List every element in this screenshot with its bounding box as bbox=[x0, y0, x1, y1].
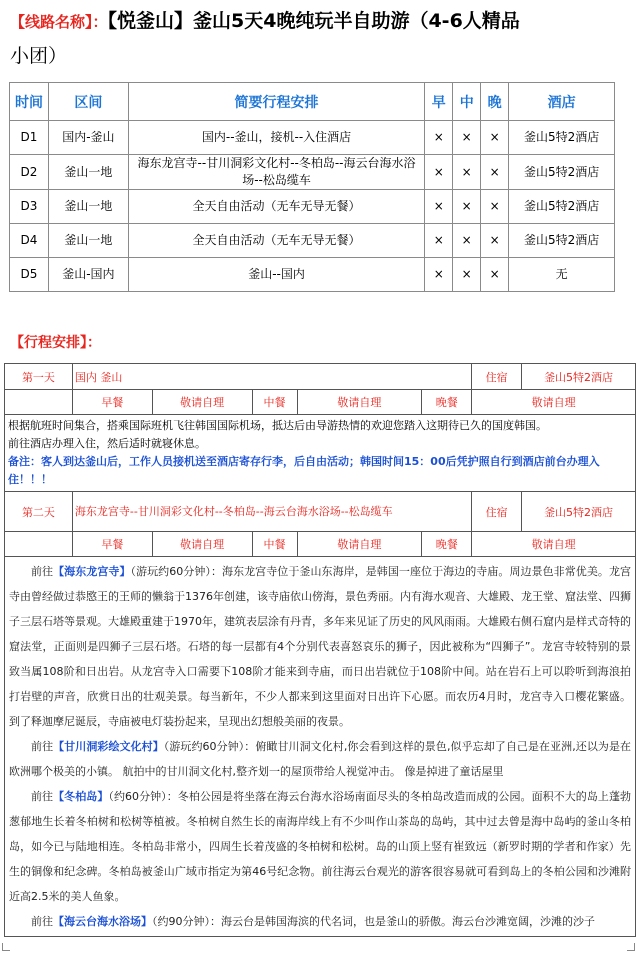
cell-breakfast: × bbox=[425, 121, 453, 155]
spot-paragraph: 前往【海云台海水浴场】（约90分钟）：海云台是韩国海滨的代名词，也是釜山的骄傲。海云台沙滩宽阔，沙滩的沙子 bbox=[31, 915, 595, 928]
cell-day: D2 bbox=[10, 155, 49, 190]
day2-dinner-value: 敬请自理 bbox=[472, 532, 636, 557]
day1-breakfast-value: 敬请自理 bbox=[152, 390, 252, 415]
cell-breakfast: × bbox=[425, 258, 453, 292]
day1-header-row bbox=[5, 364, 636, 390]
table-row bbox=[10, 155, 615, 190]
day1-desc1: 根据航班时间集合，搭乘国际班机飞往韩国国际机场，抵达后由导游热情的欢迎您踏入这期待已久的国度韩国。 bbox=[8, 419, 547, 432]
header-breakfast: 早 bbox=[425, 83, 453, 121]
cell-dinner: × bbox=[481, 258, 509, 292]
cell-dinner: × bbox=[481, 190, 509, 224]
day2-breakfast-label: 早餐 bbox=[72, 532, 152, 557]
day2-desc-row bbox=[5, 557, 636, 937]
spot-paragraph: 前往【冬柏岛】（约60分钟）：冬柏公园是将坐落在海云台海水浴场南面尽头的冬柏岛改造而成的公园。面积不大的岛上蓬勃葱郁地生长着冬柏树和松树等植被。冬柏树自然生长的南海岸线上有不少叫作山茶岛的岛屿，其中过去曾是海中岛屿的釜山冬柏岛，如今已与陆地相连。冬柏岛非常小，四周生长着茂盛的冬柏树和松树。岛的山顶上竖有崔致远（新罗时期的学者和作家）先生的铜像和纪念碑。冬柏岛被釜山广域市指定为第46号纪念物。前往海云台观光的游客很容易就可看到岛上的冬柏公园和沙滩附近高2.5米的美人鱼象。 bbox=[9, 790, 632, 903]
day1-dinner-value: 敬请自理 bbox=[472, 390, 636, 415]
cell-plan: 全天自由活动（无车无导无餐） bbox=[128, 190, 424, 224]
cell-lunch: × bbox=[453, 258, 481, 292]
day2-stay-label: 住宿 bbox=[472, 492, 522, 532]
cell-plan: 海东龙宫寺--甘川洞彩文化村--冬柏岛--海云台海水浴场--松岛缆车 bbox=[128, 155, 424, 190]
day1-stay-label: 住宿 bbox=[472, 364, 522, 390]
cell-day: D1 bbox=[10, 121, 49, 155]
day2-header-row bbox=[5, 492, 636, 532]
day1-desc-row bbox=[5, 415, 636, 492]
header-time: 时间 bbox=[10, 83, 49, 121]
spot-paragraph: 前往【海东龙宫寺】（游玩约60分钟）：海东龙宫寺位于釜山东海岸，是韩国一座位于海边的寺庙。周边景色非常优美。龙宫寺由曾经做过恭愍王的王师的懒翁于1376年创建，该寺庙依山傍海，景色秀丽。内有海水观音、大雄殿、龙王堂、窟法堂、四狮子三层石塔等景观。大雄殿重建于1970年，建筑表层涂有丹青，多年来见证了历史的风风雨雨。大雄殿右侧石窟内是样式奇特的窟法堂，正面则是四狮子三层石塔。石塔的每一层都有4个分别代表喜怒哀乐的狮子，因此被称为“四狮子”。龙宫寺较特别的景致当属108阶和日出岩。从龙宫寺入口需要下108阶才能来到寺庙，而日出岩就位于108阶中间。站在岩石上可以聆听到海浪拍打岩壁的声音，欣赏日出的壮观美景。每当新年，不少人都来到这里面对日出许下心愿。而农历4月时，龙宫寺入口樱花繁盛。到了释迦摩尼诞辰，寺庙被电灯装扮起来，呈现出幻想般美丽的夜景。 bbox=[9, 565, 632, 728]
header-plan: 简要行程安排 bbox=[128, 83, 424, 121]
cell-plan: 全天自由活动（无车无导无餐） bbox=[128, 224, 424, 258]
cell-hotel: 无 bbox=[509, 258, 615, 292]
table-row bbox=[10, 190, 615, 224]
day1-desc2: 前往酒店办理入住，然后适时就寝休息。 bbox=[8, 437, 206, 450]
day1-note: 备注：客人到达釜山后，工作人员接机送至酒店寄存行李，后自由活动；韩国时间15：00后凭护照自行到酒店前台办理入住！！！ bbox=[8, 455, 600, 486]
table-row bbox=[10, 258, 615, 292]
day2-breakfast-value: 敬请自理 bbox=[152, 532, 252, 557]
cell-hotel: 釜山5特2酒店 bbox=[509, 121, 615, 155]
route-name-line2: 小团） bbox=[10, 45, 68, 67]
cell-day: D5 bbox=[10, 258, 49, 292]
cell-area: 釜山一地 bbox=[48, 190, 128, 224]
day1-hotel: 釜山5特2酒店 bbox=[522, 364, 636, 390]
cell-area: 国内-釜山 bbox=[48, 121, 128, 155]
cell-area: 釜山一地 bbox=[48, 155, 128, 190]
cell-day: D3 bbox=[10, 190, 49, 224]
table-row bbox=[10, 121, 615, 155]
cell-plan: 釜山--国内 bbox=[128, 258, 424, 292]
cell-lunch: × bbox=[453, 224, 481, 258]
cell-area: 釜山一地 bbox=[48, 224, 128, 258]
spot-name: 【冬柏岛】 bbox=[53, 790, 109, 803]
day1-route: 国内 釜山 bbox=[72, 364, 471, 390]
cell-lunch: × bbox=[453, 155, 481, 190]
day2-hotel: 釜山5特2酒店 bbox=[522, 492, 636, 532]
cell-hotel: 釜山5特2酒店 bbox=[509, 190, 615, 224]
schedule-table bbox=[4, 363, 636, 937]
schedule-title: 【行程安排】： bbox=[10, 335, 101, 351]
overview-table bbox=[9, 82, 615, 292]
cell-dinner: × bbox=[481, 224, 509, 258]
cell-lunch: × bbox=[453, 121, 481, 155]
spot-name: 【甘川洞彩绘文化村】 bbox=[53, 740, 164, 753]
day2-meal-row bbox=[5, 532, 636, 557]
day2-lunch-value: 敬请自理 bbox=[297, 532, 422, 557]
day1-label: 第一天 bbox=[5, 364, 73, 390]
day1-breakfast-label: 早餐 bbox=[72, 390, 152, 415]
day2-dinner-label: 晚餐 bbox=[422, 532, 472, 557]
cell-hotel: 釜山5特2酒店 bbox=[509, 155, 615, 190]
cell-breakfast: × bbox=[425, 155, 453, 190]
spot-name: 【海云台海水浴场】 bbox=[53, 915, 152, 928]
header-area: 区间 bbox=[48, 83, 128, 121]
day2-label: 第二天 bbox=[5, 492, 73, 532]
day1-meal-row bbox=[5, 390, 636, 415]
page-corner-mark bbox=[2, 943, 10, 951]
cell-plan: 国内--釜山，接机--入住酒店 bbox=[128, 121, 424, 155]
route-title bbox=[10, 4, 630, 73]
table-row bbox=[10, 224, 615, 258]
cell-breakfast: × bbox=[425, 224, 453, 258]
cell-area: 釜山-国内 bbox=[48, 258, 128, 292]
cell-hotel: 釜山5特2酒店 bbox=[509, 224, 615, 258]
spot-paragraph: 前往【甘川洞彩绘文化村】（游玩约60分钟）：俯瞰甘川洞文化村,你会看到这样的景色,似乎忘却了自己是在亚洲,还以为是在欧洲哪个极美的小镇。 航拍中的甘川洞文化村,整齐划一的屋顶带给人视觉冲击。 像是掉进了童话屋里 bbox=[9, 740, 632, 778]
overview-header-row bbox=[10, 83, 615, 121]
route-name: 【悦釜山】釜山5天4晚纯玩半自助游（4-6人精品 bbox=[107, 10, 520, 32]
page-corner-mark bbox=[627, 943, 635, 951]
day1-lunch-label: 中餐 bbox=[252, 390, 297, 415]
cell-day: D4 bbox=[10, 224, 49, 258]
header-dinner: 晚 bbox=[481, 83, 509, 121]
cell-dinner: × bbox=[481, 121, 509, 155]
spot-name: 【海东龙宫寺】 bbox=[53, 565, 131, 578]
day2-lunch-label: 中餐 bbox=[252, 532, 297, 557]
day2-route: 海东龙宫寺--甘川洞彩文化村--冬柏岛--海云台海水浴场--松岛缆车 bbox=[72, 492, 471, 532]
cell-lunch: × bbox=[453, 190, 481, 224]
day1-lunch-value: 敬请自理 bbox=[297, 390, 422, 415]
cell-breakfast: × bbox=[425, 190, 453, 224]
cell-dinner: × bbox=[481, 155, 509, 190]
header-lunch: 中 bbox=[453, 83, 481, 121]
route-label: 【线路名称】： bbox=[10, 13, 108, 31]
header-hotel: 酒店 bbox=[509, 83, 615, 121]
day1-dinner-label: 晚餐 bbox=[422, 390, 472, 415]
